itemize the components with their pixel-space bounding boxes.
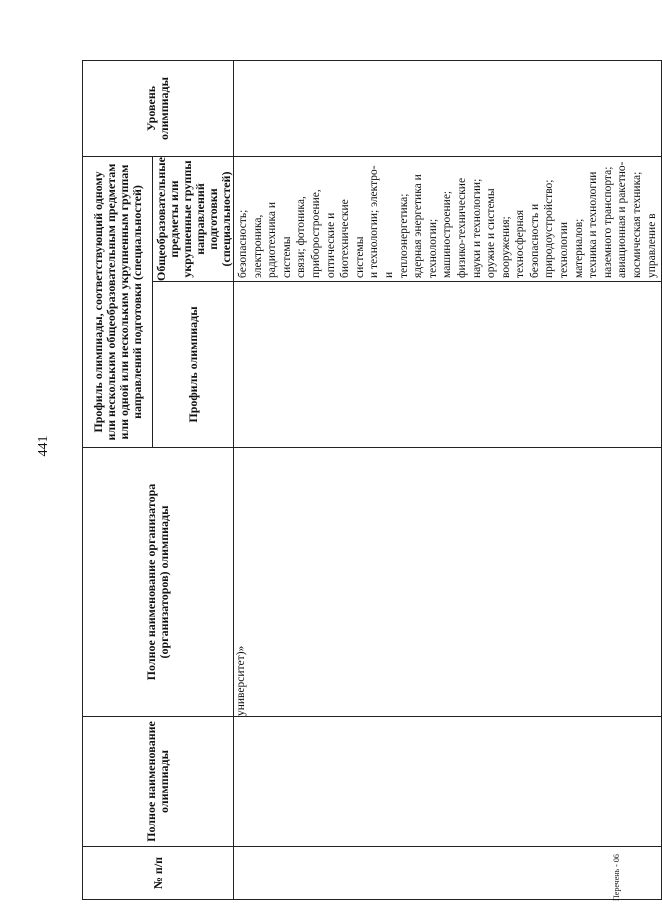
cell-level: [234, 61, 662, 157]
subject-line: науки и технологии;: [470, 178, 483, 278]
subject-line: техносферная: [514, 209, 527, 278]
subject-line: авиационная и ракетно-: [616, 161, 629, 278]
subject-line: оружие и системы: [485, 188, 498, 278]
subject-line: связи; фотоника,: [295, 196, 308, 278]
subject-line: управление в: [645, 213, 658, 278]
subject-line: ядерная энергетика и: [412, 174, 425, 278]
header-organizer: Полное наименование организатора (организаторов) олимпиады: [83, 448, 234, 717]
subject-line: космическая техника;: [631, 171, 644, 278]
subject-line: радиотехника и системы: [266, 201, 293, 278]
header-level: Уровень олимпиады: [83, 61, 234, 157]
header-full-name: Полное наименование олимпиады: [83, 717, 234, 847]
subject-line: природоустройство;: [543, 179, 556, 278]
subject-line: машиностроение;: [441, 190, 454, 278]
subject-line: технологии;: [426, 218, 439, 278]
subject-line: технологии материалов;: [558, 218, 585, 278]
subject-line: наземного транспорта;: [601, 166, 614, 278]
subject-line: вооружения;: [499, 216, 512, 278]
header-profile-group: Профиль олимпиады, соответствующий одному или нескольким общеобразовательным предметам или одной или нескольким укрупненным группам направлений подготовки (специальностей): [83, 157, 153, 448]
subject-line: биотехнические системы: [339, 199, 366, 278]
cell-num: [234, 847, 662, 900]
subject-line: оптические и: [324, 212, 337, 278]
subject-line: приборостроение,: [309, 189, 322, 278]
cell-full-name: [234, 717, 662, 847]
subject-line: безопасность и: [528, 203, 541, 278]
subject-line: и технологии; электро- и: [368, 165, 395, 278]
footer-note: Перечень - 06: [612, 854, 621, 901]
cell-organizer: университет)»: [234, 448, 662, 717]
subjects-list: [234, 157, 661, 281]
subject-line: электроника,: [251, 214, 264, 278]
subject-line: теплоэнергетика;: [397, 193, 410, 278]
subject-line: безопасность;: [237, 209, 249, 278]
header-profile: Профиль олимпиады: [153, 282, 234, 448]
subject-line: техника и технологии: [587, 171, 600, 278]
cell-profile: [234, 282, 662, 448]
cell-subjects: [234, 157, 662, 282]
header-num: № п/п: [83, 847, 234, 900]
olympiad-table: [82, 60, 662, 900]
page-number: 441: [36, 435, 51, 457]
subject-line: физико-технические: [455, 177, 468, 278]
header-subjects: Общеобразовательные предметы или укрупненные группы направлений подготовки (специальностей): [154, 157, 233, 281]
